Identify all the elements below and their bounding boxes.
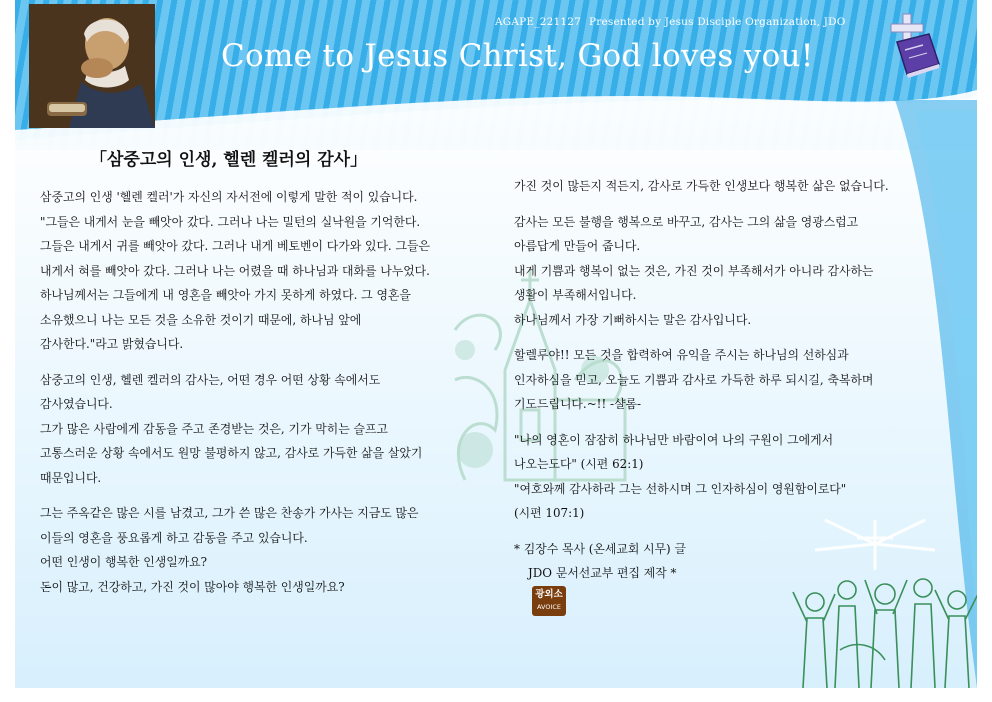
text-line: 생활이 부족해서입니다. bbox=[514, 288, 637, 302]
right-paragraph bbox=[514, 428, 889, 526]
right-paragraph bbox=[514, 343, 889, 417]
article-heading: 「삼중고의 인생, 헬렌 켈러의 감사」 bbox=[90, 150, 368, 170]
text-line: 아름답게 만들어 줍니다. bbox=[514, 239, 641, 253]
holy-bible-icon bbox=[883, 12, 945, 82]
text-line: 인자하심을 믿고, 오늘도 기쁨과 감사로 가득한 하루 되시길, 축복하며 bbox=[514, 372, 874, 387]
text-line: 소유했으니 나는 모든 것을 소유한 것이기 때문에, 하나님 앞에 bbox=[40, 312, 362, 327]
header-topline bbox=[495, 16, 846, 28]
text-line: 때문입니다. bbox=[40, 470, 102, 485]
text-line: 감사였습니다. bbox=[40, 397, 113, 411]
right-paragraph bbox=[514, 210, 889, 333]
text-line: 가진 것이 많든지 적든지, 감사로 가득한 인생보다 행복한 삶은 없습니다. bbox=[514, 179, 889, 193]
text-line: 하나님께서는 그들에게 내 영혼을 빼앗아 가지 못하게 하였다. 그 영혼을 bbox=[40, 288, 411, 302]
text-line: 이들의 영혼을 풍요롭게 하고 감동을 주고 있습니다. bbox=[40, 530, 308, 545]
credits bbox=[514, 537, 889, 616]
text-line: "여호와께 감사하라 그는 선하시며 그 인자하심이 영원함이로다" bbox=[514, 481, 847, 496]
text-line: "그들은 내게서 눈을 빼앗아 갔다. 그러나 나는 밀턴의 실낙원을 기억한다. bbox=[40, 214, 421, 229]
avoice-logo-korean: 광외소 bbox=[535, 588, 563, 600]
left-column bbox=[40, 185, 430, 599]
header-presenter: Presented by Jesus Disciple Organization, JDO bbox=[589, 16, 846, 28]
text-line: 할렐루야!! 모든 것을 합력하여 유익을 주시는 하나님의 선하심과 bbox=[514, 348, 849, 362]
right-column bbox=[514, 174, 889, 616]
text-line: 내게서 혀를 빼앗아 갔다. 그러나 나는 어렸을 때 하나님과 대화를 나누었다. bbox=[40, 263, 430, 278]
left-paragraph bbox=[40, 501, 430, 599]
text-line: 그들은 내게서 귀를 빼앗아 갔다. 그러나 내게 베토벤이 다가와 있다. 그들은 bbox=[40, 239, 430, 253]
header-code: AGAPE_221127 bbox=[495, 16, 582, 28]
editor-row bbox=[514, 561, 889, 616]
text-line: 어떤 인생이 행복한 인생일까요? bbox=[40, 555, 208, 569]
text-line: 삼중고의 인생 '헬렌 켈러'가 자신의 자서전에 이렇게 말한 적이 있습니다. bbox=[40, 190, 418, 204]
text-line: 삼중고의 인생, 헬렌 켈러의 감사는, 어떤 경우 어떤 상황 속에서도 bbox=[40, 372, 381, 387]
text-line: 감사한다."라고 밝혔습니다. bbox=[40, 337, 184, 351]
page-title: Come to Jesus Christ, God loves you! bbox=[221, 38, 814, 74]
text-line: 내게 기쁨과 행복이 없는 것은, 가진 것이 부족해서가 아니라 감사하는 bbox=[514, 263, 874, 278]
text-line: 나오는도다" (시편 62:1) bbox=[514, 457, 644, 471]
text-line: 고통스러운 상황 속에서도 원망 불평하지 않고, 감사로 가득한 삶을 살았기 bbox=[40, 446, 423, 460]
text-line: 기도드립니다.~!! -샬롬- bbox=[514, 397, 642, 411]
text-line: 그는 주옥같은 많은 시를 남겼고, 그가 쓴 많은 찬송가 가사는 지금도 많은 bbox=[40, 506, 419, 520]
editor-line: JDO 문서선교부 편집 제작 * bbox=[528, 566, 677, 580]
text-line: (시편 107:1) bbox=[514, 506, 585, 520]
avoice-logo-english: AVOICE bbox=[536, 602, 562, 611]
praying-man-photo bbox=[29, 4, 155, 128]
text-line: 감사는 모든 불행을 행복으로 바꾸고, 감사는 그의 삶을 영광스럽고 bbox=[514, 214, 859, 229]
left-paragraph bbox=[40, 185, 430, 357]
text-line: "나의 영혼이 잠잠히 하나님만 바람이여 나의 구원이 그에게서 bbox=[514, 432, 834, 447]
text-line: 돈이 많고, 건강하고, 가진 것이 많아야 행복한 인생일까요? bbox=[40, 579, 345, 594]
text-line: 그가 많은 사람에게 감동을 주고 존경받는 것은, 기가 막히는 슬프고 bbox=[40, 421, 388, 436]
right-paragraph bbox=[514, 174, 889, 199]
text-line: 하나님께서 가장 기뻐하시는 말은 감사입니다. bbox=[514, 312, 752, 327]
avoice-logo bbox=[532, 586, 566, 616]
left-paragraph bbox=[40, 368, 430, 491]
author-line: * 김장수 목사 (온세교회 시무) 글 bbox=[514, 541, 686, 556]
